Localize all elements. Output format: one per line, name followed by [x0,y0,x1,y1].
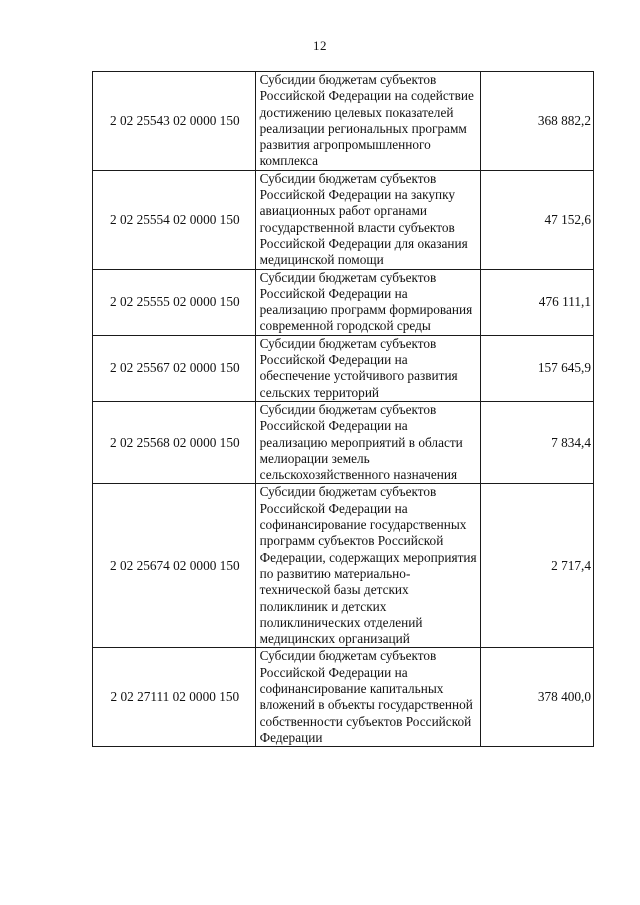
budget-code: 2 02 25554 02 0000 150 [93,170,256,269]
budget-table [92,71,594,747]
revenue-description: Субсидии бюджетам субъектов Российской Федерации на содействие достижению целевых показателей реализации региональных программ развития агропромышленного комплекса [255,72,480,171]
budget-code: 2 02 25674 02 0000 150 [93,484,256,648]
amount-value: 476 111,1 [480,269,593,335]
amount-value: 2 717,4 [480,484,593,648]
amount-value: 368 882,2 [480,72,593,171]
revenue-description: Субсидии бюджетам субъектов Российской Федерации на реализацию программ формирования современной городской среды [255,269,480,335]
table-row [93,648,594,747]
budget-code: 2 02 27111 02 0000 150 [93,648,256,747]
budget-code: 2 02 25568 02 0000 150 [93,401,256,483]
budget-code: 2 02 25567 02 0000 150 [93,335,256,401]
table-row [93,335,594,401]
table-row [93,170,594,269]
revenue-description: Субсидии бюджетам субъектов Российской Федерации на реализацию мероприятий в области мелиорации земель сельскохозяйственного назначения [255,401,480,483]
table-row [93,269,594,335]
amount-value: 47 152,6 [480,170,593,269]
budget-code: 2 02 25555 02 0000 150 [93,269,256,335]
amount-value: 157 645,9 [480,335,593,401]
budget-code: 2 02 25543 02 0000 150 [93,72,256,171]
revenue-description: Субсидии бюджетам субъектов Российской Федерации на софинансирование государственных программ субъектов Российской Федерации, содержащих мероприятия по развитию материально-технической базы детских поликлиник и детских поликлинических отделений медицинских организаций [255,484,480,648]
revenue-description: Субсидии бюджетам субъектов Российской Федерации на софинансирование капитальных вложений в объекты государственной собственности субъектов Российской Федерации [255,648,480,747]
page-number: 12 [313,38,327,53]
amount-value: 378 400,0 [480,648,593,747]
table-row [93,484,594,648]
table-row [93,401,594,483]
amount-value: 7 834,4 [480,401,593,483]
revenue-description: Субсидии бюджетам субъектов Российской Федерации на обеспечение устойчивого развития сельских территорий [255,335,480,401]
table-row [93,72,594,171]
revenue-description: Субсидии бюджетам субъектов Российской Федерации на закупку авиационных работ органами государственной власти субъектов Российской Федерации для оказания медицинской помощи [255,170,480,269]
